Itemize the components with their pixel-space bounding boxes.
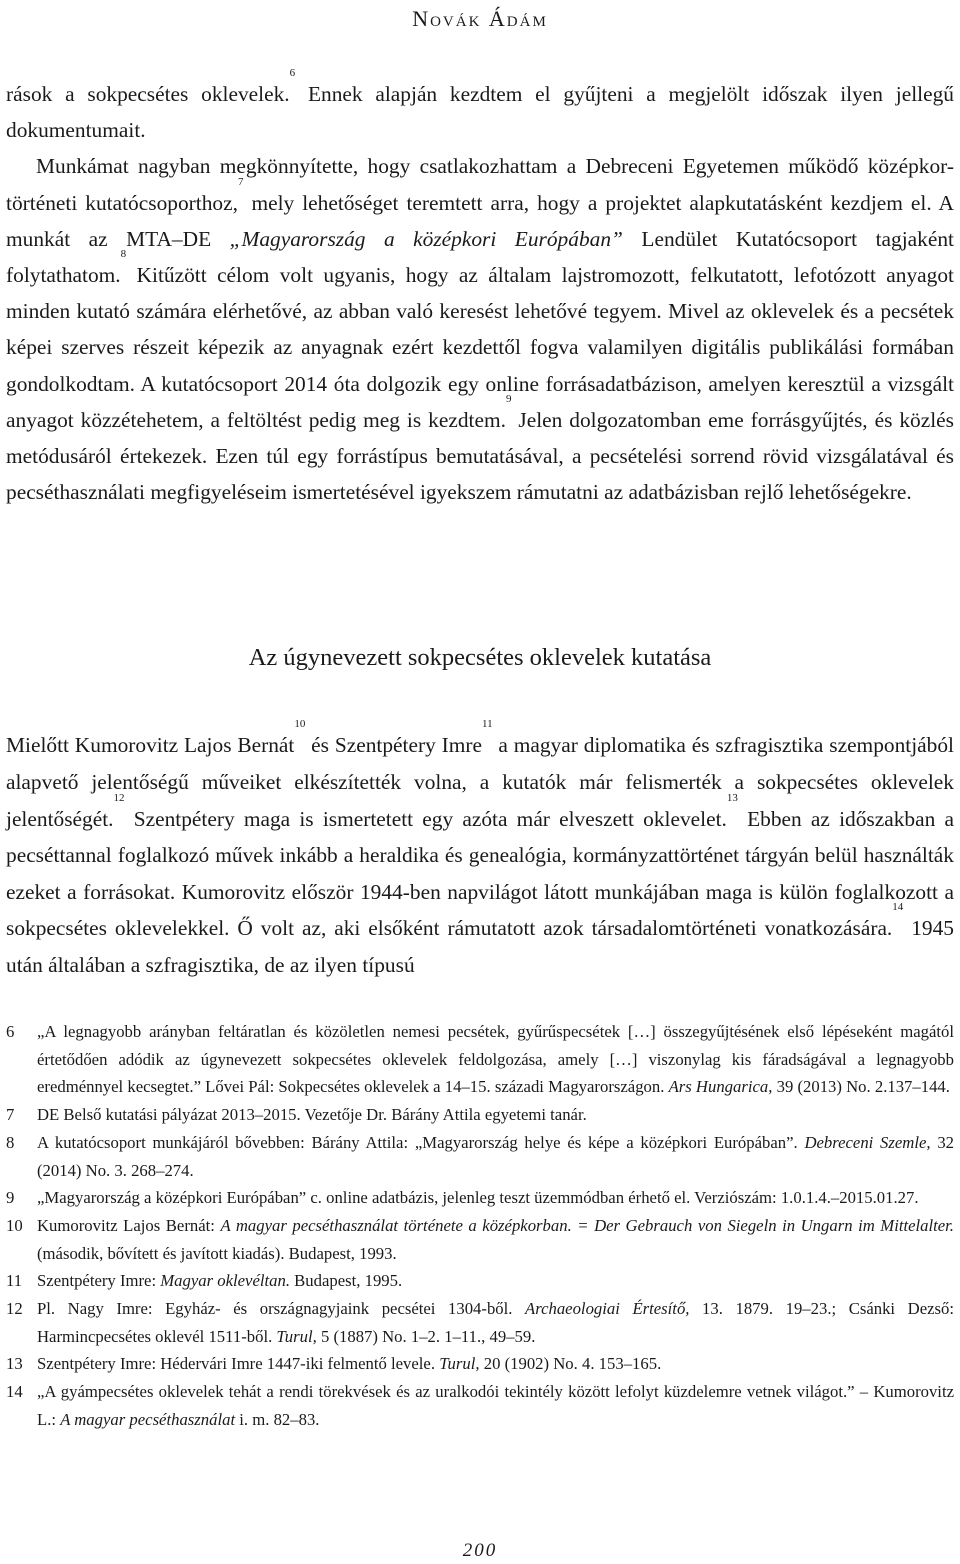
footnote-number: 11	[6, 1271, 23, 1291]
footnote-ref[interactable]: 6	[289, 67, 296, 79]
footnotes	[6, 1018, 954, 1434]
footnote-14: 14 „A gyámpecsétes oklevelek tehát a rendi törekvések és az uralkodói tekintély között lefolyt küzdelemre vetnek világot.” – Kumorovitz L.: A magyar pecséthasználat i. m. 82–83.	[6, 1378, 954, 1433]
footnote-number: 10	[6, 1215, 23, 1235]
footnote-6: 6 „A legnagyobb arányban feltáratlan és közöletlen nemesi pecsétek, gyűrűspecsétek […] összegyűjtésének első lépéseként magától értetődően adódik az úgynevezett sokpecsétes oklevelek feldolgozása, amely […] viszonylag kis fáradságával a legnagyobb eredménnyel kecsegtet.” Lővei Pál: Sokpecsétes oklevelek a 14–15. századi Magyarországon. Ars Hungarica, 39 (2013) No. 2.137–144.	[6, 1018, 954, 1101]
footnote-number: 9	[6, 1188, 15, 1208]
footnote-ref[interactable]: 8	[120, 248, 127, 261]
footnote-8: 8 A kutatócsoport munkájáról bővebben: Bárány Attila: „Magyarország helye és képe a középkori Európában”. Debreceni Szemle, 32 (2014) No. 3. 268–274.	[6, 1129, 954, 1184]
section-text	[6, 706, 954, 1005]
intro-text	[6, 67, 954, 510]
footnote-10: 10 Kumorovitz Lajos Bernát: A magyar pecséthasználat története a középkorban. = Der Gebrauch von Siegeln in Ungarn im Mittelalter. (második, bővített és javított kiadás). Budapest, 1993.	[6, 1212, 954, 1267]
footnote-7: 7 DE Belső kutatási pályázat 2013–2015. Vezetője Dr. Bárány Attila egyetemi tanár.	[6, 1101, 954, 1129]
footnote-9: 9 „Magyarország a középkori Európában” c. online adatbázis, jelenleg teszt üzemmódban érhető el. Verziószám: 1.0.1.4.–2015.01.27.	[6, 1184, 954, 1212]
footnote-number: 13	[6, 1354, 23, 1374]
footnote-ref[interactable]: 11	[482, 718, 493, 731]
footnote-number: 7	[6, 1105, 15, 1125]
paragraph: rások a sokpecsétes oklevelek.$^6$ Ennek alapján kezdtem el gyűjteni a megjelölt időszak ilyen jellegű dokumentumait.	[6, 67, 954, 143]
footnote-13: 13 Szentpétery Imre: Hédervári Imre 1447-iki felmentő levele. Turul, 20 (1902) No. 4. 153–165.	[6, 1350, 954, 1378]
footnote-12: 12 Pl. Nagy Imre: Egyház- és országnagyjaink pecsétei 1304-ből. Archaeologiai Értesítő, 13. 1879. 19–23.; Csánki Dezső: Harmincpecsétes oklevél 1511-ből. Turul, 5 (1887) No. 1–2. 1–11., 49–59.	[6, 1295, 954, 1350]
footnote-number: 12	[6, 1299, 23, 1319]
footnote-number: 8	[6, 1132, 15, 1152]
footnote-11: 11 Szentpétery Imre: Magyar oklevéltan. Budapest, 1995.	[6, 1267, 954, 1295]
paragraph: Munkámat nagyban megkönnyítette, hogy csatlakozhattam a Debreceni Egyetemen működő középkor-történeti kutatócsoporthoz,$^7$ mely lehetőséget teremtett arra, hogy a projektet alapkutatásként kezdjem el. A munkát az MTA–DE „Magyarország a középkori Európában” Lendület Kutatócsoport tagjaként folytathatom.$^8$ Kitűzött célom volt ugyanis, hogy az általam lajstromozott, felkutatott, lefotózott anyagot minden kutató számára elérhetővé, az abban való keresést lehetővé tegyem. Mivel az oklevelek és a pecsétek képei szerves részeit képezik az anyagnak ezért kezdettől fogva valamilyen digitális publikálási formában gondolkodtam. A kutatócsoport 2014 óta dolgozik egy online forrásadatbázison, amelyen keresztül a vizsgált anyagot közzétehetem, a feltöltést pedig meg is kezdtem.$^9$ Jelen dolgozatomban eme forrásgyűjtés, és közlés metódusáról értekezek. Ezen túl egy forrástípus bemutatásával, a pecsételési sorrend rövid vizsgálatával és pecséthasználati megfigyeléseim ismertetésével igyekszem rámutatni az adatbázisban rejlő lehetőségekre.	[6, 154, 954, 505]
footnote-number: 6	[6, 1022, 15, 1041]
footnote-ref[interactable]: 14	[892, 901, 904, 914]
footnote-ref[interactable]: 7	[237, 175, 244, 188]
section-heading: Az úgynevezett sokpecsétes oklevelek kutatása	[248, 644, 712, 671]
footnote-ref[interactable]: 13	[726, 791, 738, 804]
footnote-ref[interactable]: 12	[113, 791, 125, 804]
page-number: 200	[462, 1540, 498, 1561]
running-head: Novák Ádám	[412, 6, 548, 31]
paragraph: Mielőtt Kumorovitz Lajos Bernát$^{10}$ és Szentpétery Imre$^{11}$ a magyar diplomatika és szfragisztika szempontjából alapvető jelentőségű műveiket elkészítették volna, a kutatók már felismerték a sokpecsétes oklevelek jelentőségét.$^{12}$ Szentpétery maga is ismertetett egy azóta már elveszett oklevelet.$^{13}$ Ebben az időszakban a pecséttannal foglalkozó művek inkább a heraldika és genealógia, kormányzattörténet tárgyán belül használták ezeket a forrásokat. Kumorovitz először 1944-ben napvilágot látott munkájában maga is külön foglalkozott a sokpecsétes oklevelekkel. Ő volt az, aki elsőként rámutatott azok társadalomtörténeti vonatkozására.$^{14}$ 1945 után általában a szfragisztika, de az ilyen típusú	[6, 718, 954, 977]
footnote-ref[interactable]: 9	[505, 392, 512, 405]
footnote-number: 14	[6, 1382, 23, 1402]
footnote-ref[interactable]: 10	[294, 718, 306, 731]
project-title: „Magyarország a középkori Európában”	[229, 226, 623, 251]
